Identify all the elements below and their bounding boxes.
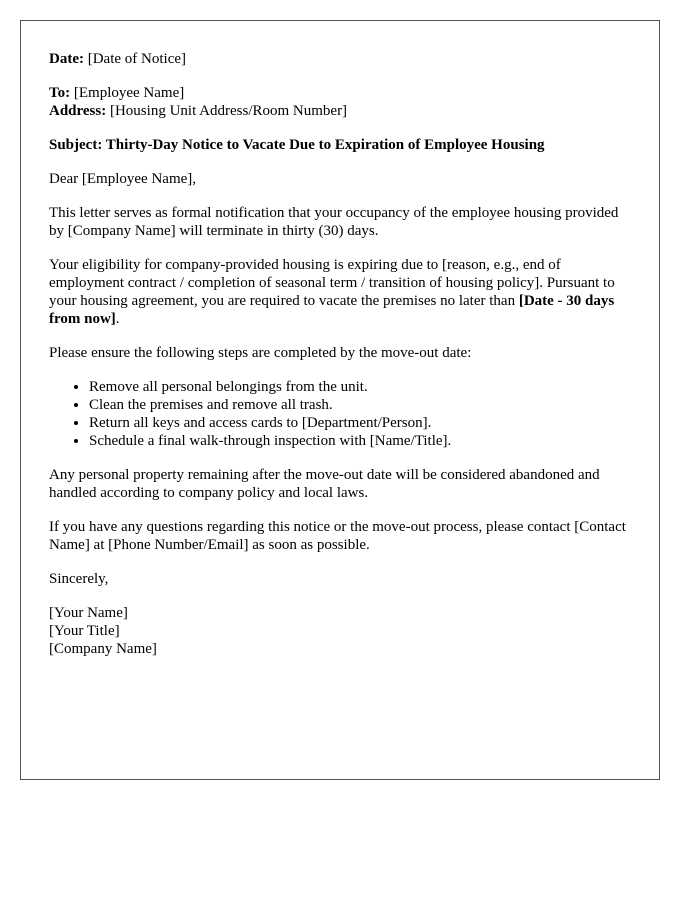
greeting: Dear [Employee Name],: [49, 171, 197, 187]
address-value: [Housing Unit Address/Room Number]: [109, 103, 348, 119]
recipient-block: [49, 84, 631, 120]
signature-company: [Company Name]: [49, 641, 157, 657]
signature-block: [49, 604, 631, 658]
steps-list: [49, 378, 631, 450]
address-line: [49, 102, 631, 120]
closing: Sincerely,: [49, 571, 109, 587]
paragraph-contact: If you have any questions regarding this notice or the move-out process, please contact [Contact Name] at [Phone Number/Email] as soon as possible.: [49, 519, 626, 553]
paragraph-eligibility-text: Your eligibility for company-provided housing is expiring due to [reason, e.g., end of employment contract / completion of seasonal term / transition of housing policy]. Pursuant to your housing agreement, you are required to vacate the premises no later than: [49, 257, 615, 309]
signature-name: [Your Name]: [49, 605, 128, 621]
paragraph-notification: This letter serves as formal notification that your occupancy of the employee housing provided by [Company Name] will terminate in thirty (30) days.: [49, 205, 619, 239]
list-item: • Schedule a final walk-through inspection with [Name/Title].: [89, 432, 631, 450]
date-line: [49, 50, 631, 68]
date-value: [Date of Notice]: [87, 51, 187, 67]
to-value: [Employee Name]: [73, 85, 185, 101]
letter-page: [20, 20, 660, 780]
address-label: Address:: [49, 103, 107, 119]
list-item: • Return all keys and access cards to [Department/Person].: [89, 414, 631, 432]
paragraph-abandoned-property: Any personal property remaining after the move-out date will be considered abandoned and handled according to company policy and local laws.: [49, 467, 600, 501]
subject-line: Subject: Thirty-Day Notice to Vacate Due to Expiration of Employee Housing: [49, 137, 545, 153]
list-item: • Clean the premises and remove all trash.: [89, 396, 631, 414]
date-label: Date:: [49, 51, 84, 67]
vacate-date: [Date - 30 days from now]: [49, 293, 615, 327]
signature-title: [Your Title]: [49, 623, 120, 639]
paragraph-eligibility-end: .: [115, 311, 120, 327]
to-line: [49, 84, 631, 102]
steps-intro: Please ensure the following steps are completed by the move-out date:: [49, 345, 472, 361]
to-label: To:: [49, 85, 71, 101]
paragraph-eligibility: [49, 256, 631, 328]
list-item: • Remove all personal belongings from the unit.: [89, 378, 631, 396]
